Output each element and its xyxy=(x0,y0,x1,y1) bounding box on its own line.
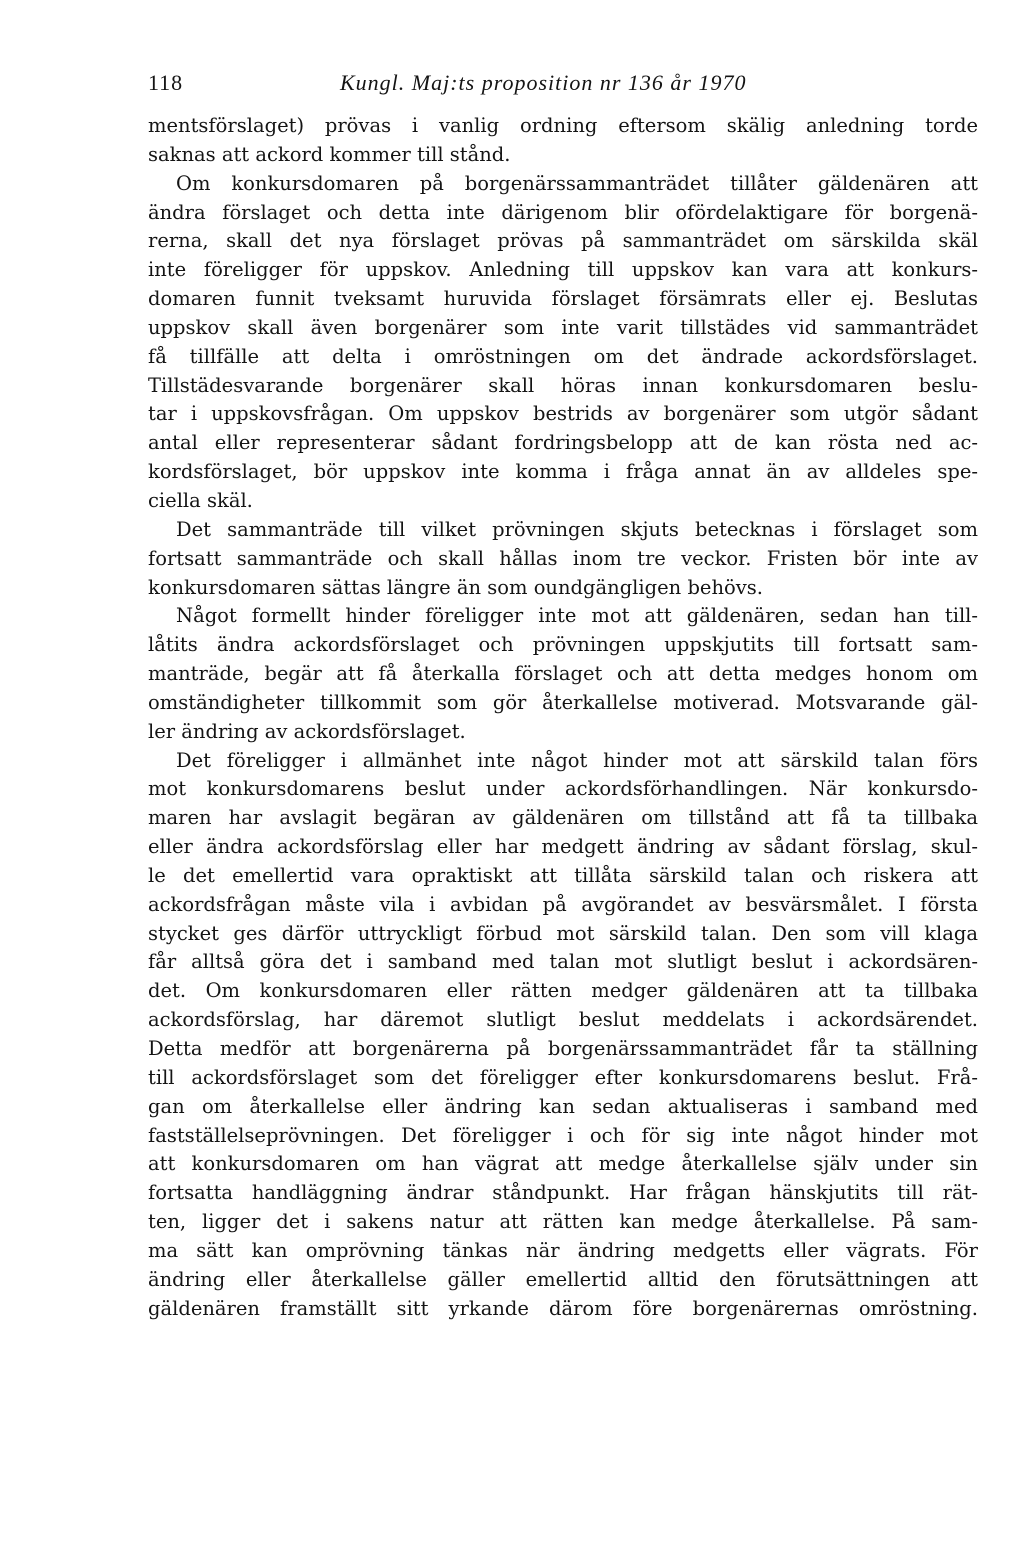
text-line: inte föreligger för uppskov. Anledning till uppskov kan vara att konkurs- xyxy=(148,258,978,282)
text-line: ackordsförslag, har däremot slutligt beslut meddelats i ackordsärendet. xyxy=(148,1008,978,1032)
running-title: Kungl. Maj:ts proposition nr 136 år 1970 xyxy=(340,70,747,95)
text-line: stycket ges därför uttryckligt förbud mot särskild talan. Den som vill klaga xyxy=(148,921,978,945)
text-line: fortsatt sammanträde och skall hållas inom tre veckor. Fristen bör inte av xyxy=(148,546,978,570)
text-line: ler ändring av ackordsförslaget. xyxy=(148,719,466,743)
text-line: uppskov skall även borgenärer som inte varit tillstädes vid sammanträdet xyxy=(148,315,978,339)
text-line: ma sätt kan omprövning tänkas när ändring medgetts eller vägrats. För xyxy=(148,1238,978,1262)
text-line: Det föreligger i allmänhet inte något hinder mot att särskild talan förs xyxy=(176,748,978,772)
text-line: ändra förslaget och detta inte därigenom blir ofördelaktigare för borgenä- xyxy=(148,200,978,224)
page-header xyxy=(148,70,978,100)
text-line: eller ändra ackordsförslag eller har medgett ändring av sådant förslag, skul- xyxy=(148,835,978,859)
text-line: Tillstädesvarande borgenärer skall höras innan konkursdomaren beslu- xyxy=(148,373,978,397)
text-line: ten, ligger det i sakens natur att rätten kan medge återkallelse. På sam- xyxy=(148,1210,978,1234)
text-line: få tillfälle att delta i omröstningen om det ändrade ackordsförslaget. xyxy=(148,344,978,368)
text-line: Om konkursdomaren på borgenärssammanträdet tillåter gäldenären att xyxy=(176,171,978,195)
text-line: omständigheter tillkommit som gör återkallelse motiverad. Motsvarande gäl- xyxy=(148,690,978,714)
text-line: att konkursdomaren om han vägrat att medge återkallelse själv under sin xyxy=(148,1152,978,1176)
text-line: det. Om konkursdomaren eller rätten medger gäldenären att ta tillbaka xyxy=(148,979,978,1003)
text-line: rerna, skall det nya förslaget prövas på sammanträdet om särskilda skäl xyxy=(148,229,978,253)
text-line: manträde, begär att få återkalla förslaget och att detta medges honom om xyxy=(148,662,978,686)
text-line: maren har avslagit begäran av gäldenären om tillstånd att få ta tillbaka xyxy=(148,806,978,830)
text-line: gan om återkallelse eller ändring kan sedan aktualiseras i samband med xyxy=(148,1094,978,1118)
text-line: mot konkursdomarens beslut under ackordsförhandlingen. När konkursdo- xyxy=(148,777,978,801)
text-line: kordsförslaget, bör uppskov inte komma i fråga annat än av alldeles spe- xyxy=(148,460,978,484)
text-line: tar i uppskovsfrågan. Om uppskov bestrids av borgenärer som utgör sådant xyxy=(148,402,978,426)
text-line: ackordsfrågan måste vila i avbidan på avgörandet av besvärsmålet. I första xyxy=(148,892,978,916)
text-line: antal eller representerar sådant fordringsbelopp att de kan rösta ned ac- xyxy=(148,431,978,455)
text-line: fortsatta handläggning ändrar ståndpunkt. Har frågan hänskjutits till rät- xyxy=(148,1181,978,1205)
text-line: saknas att ackord kommer till stånd. xyxy=(148,142,511,166)
body-text xyxy=(148,112,978,1323)
text-line: Något formellt hinder föreligger inte mot att gäldenären, sedan han till- xyxy=(176,604,978,628)
text-line: fastställelseprövningen. Det föreligger i och för sig inte något hinder mot xyxy=(148,1123,978,1147)
text-line: gäldenären framställt sitt yrkande därom före borgenärernas omröstning. xyxy=(148,1296,978,1320)
text-line: till ackordsförslaget som det föreligger efter konkursdomarens beslut. Frå- xyxy=(148,1065,978,1089)
page-number: 118 xyxy=(148,70,184,95)
text-line: ändring eller återkallelse gäller emellertid alltid den förutsättningen att xyxy=(148,1267,978,1291)
text-line: konkursdomaren sättas längre än som oundgängligen behövs. xyxy=(148,575,763,599)
text-line: domaren funnit tveksamt huruvida förslaget försämrats eller ej. Beslutas xyxy=(148,287,978,311)
text-line: mentsförslaget) prövas i vanlig ordning eftersom skälig anledning torde xyxy=(148,114,978,137)
text-line: Det sammanträde till vilket prövningen skjuts betecknas i förslaget som xyxy=(176,517,978,541)
text-line: ciella skäl. xyxy=(148,488,253,512)
text-line: låtits ändra ackordsförslaget och prövningen uppskjutits till fortsatt sam- xyxy=(148,633,978,657)
text-line: le det emellertid vara opraktiskt att tillåta särskild talan och riskera att xyxy=(148,863,978,887)
text-line: Detta medför att borgenärerna på borgenärssammanträdet får ta ställning xyxy=(148,1037,978,1060)
text-line: får alltså göra det i samband med talan mot slutligt beslut i ackordsären- xyxy=(148,950,978,974)
